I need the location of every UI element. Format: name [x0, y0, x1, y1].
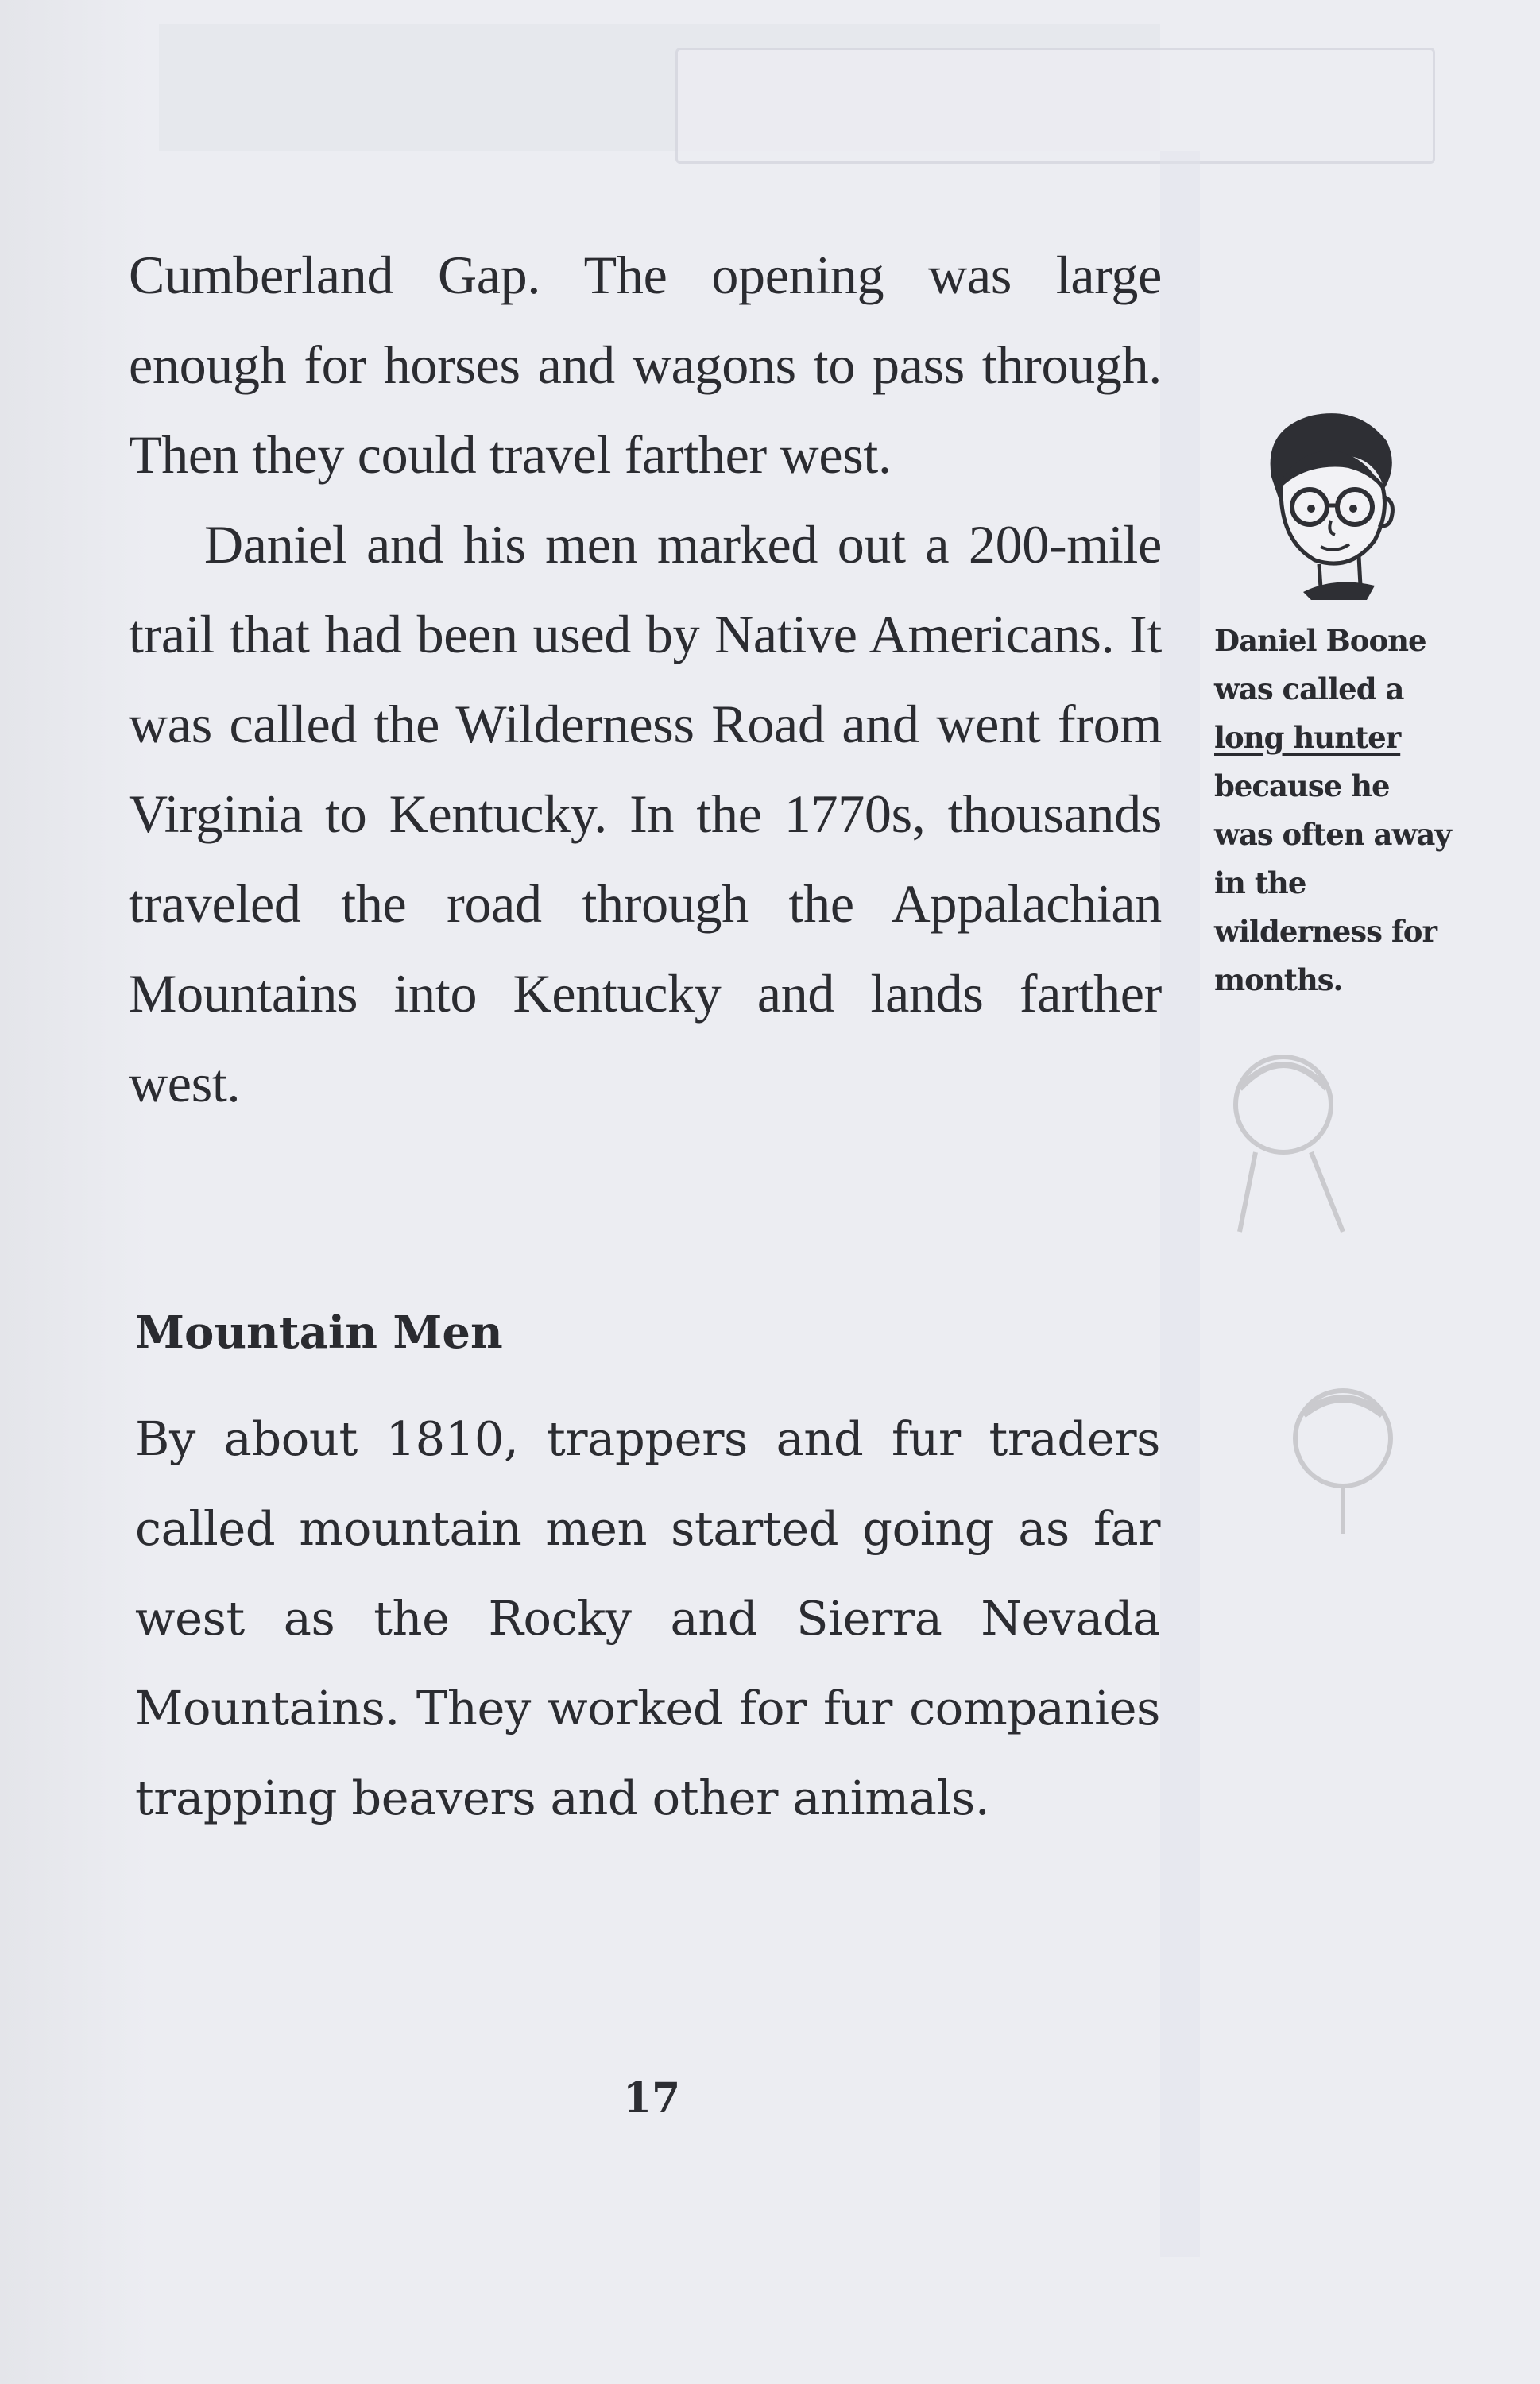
- show-through-figure-icon: [1271, 1367, 1414, 1542]
- body-text: [129, 230, 1162, 1128]
- page-number: 17: [622, 2074, 681, 2123]
- paragraph: Cumberland Gap. The opening was large enough for horses and wagons to pass through. Then they could travel farther west.: [129, 245, 1162, 485]
- section-heading: Mountain Men: [135, 1306, 503, 1359]
- paragraph: Daniel and his men marked out a 200-mile trail that had been used by Native Americans. It was called the Wilderness Road and went from Virginia to Kentucky. In the 1770s, thousands traveled the road through the Appalachian Mountains into Kentucky and lands farther west.: [129, 514, 1162, 1113]
- show-through-column: [1160, 151, 1200, 2257]
- boy-with-glasses-icon: [1248, 401, 1407, 600]
- show-through-box: [675, 48, 1435, 164]
- section-body: [135, 1394, 1160, 1843]
- note-text: Daniel Boone was called a: [1214, 623, 1426, 706]
- note-term: long hunter: [1214, 720, 1401, 755]
- paragraph: By about 1810, trappers and fur traders called mountain men started going as far west as the Rocky and Sierra Nevada Mountains. They worked for fur companies trapping beavers and other animals.: [135, 1411, 1160, 1825]
- sidebar-note: [1214, 617, 1453, 1004]
- show-through-figure-icon: [1208, 1033, 1367, 1240]
- note-text: because he was often away in the wilderness for months.: [1214, 768, 1451, 997]
